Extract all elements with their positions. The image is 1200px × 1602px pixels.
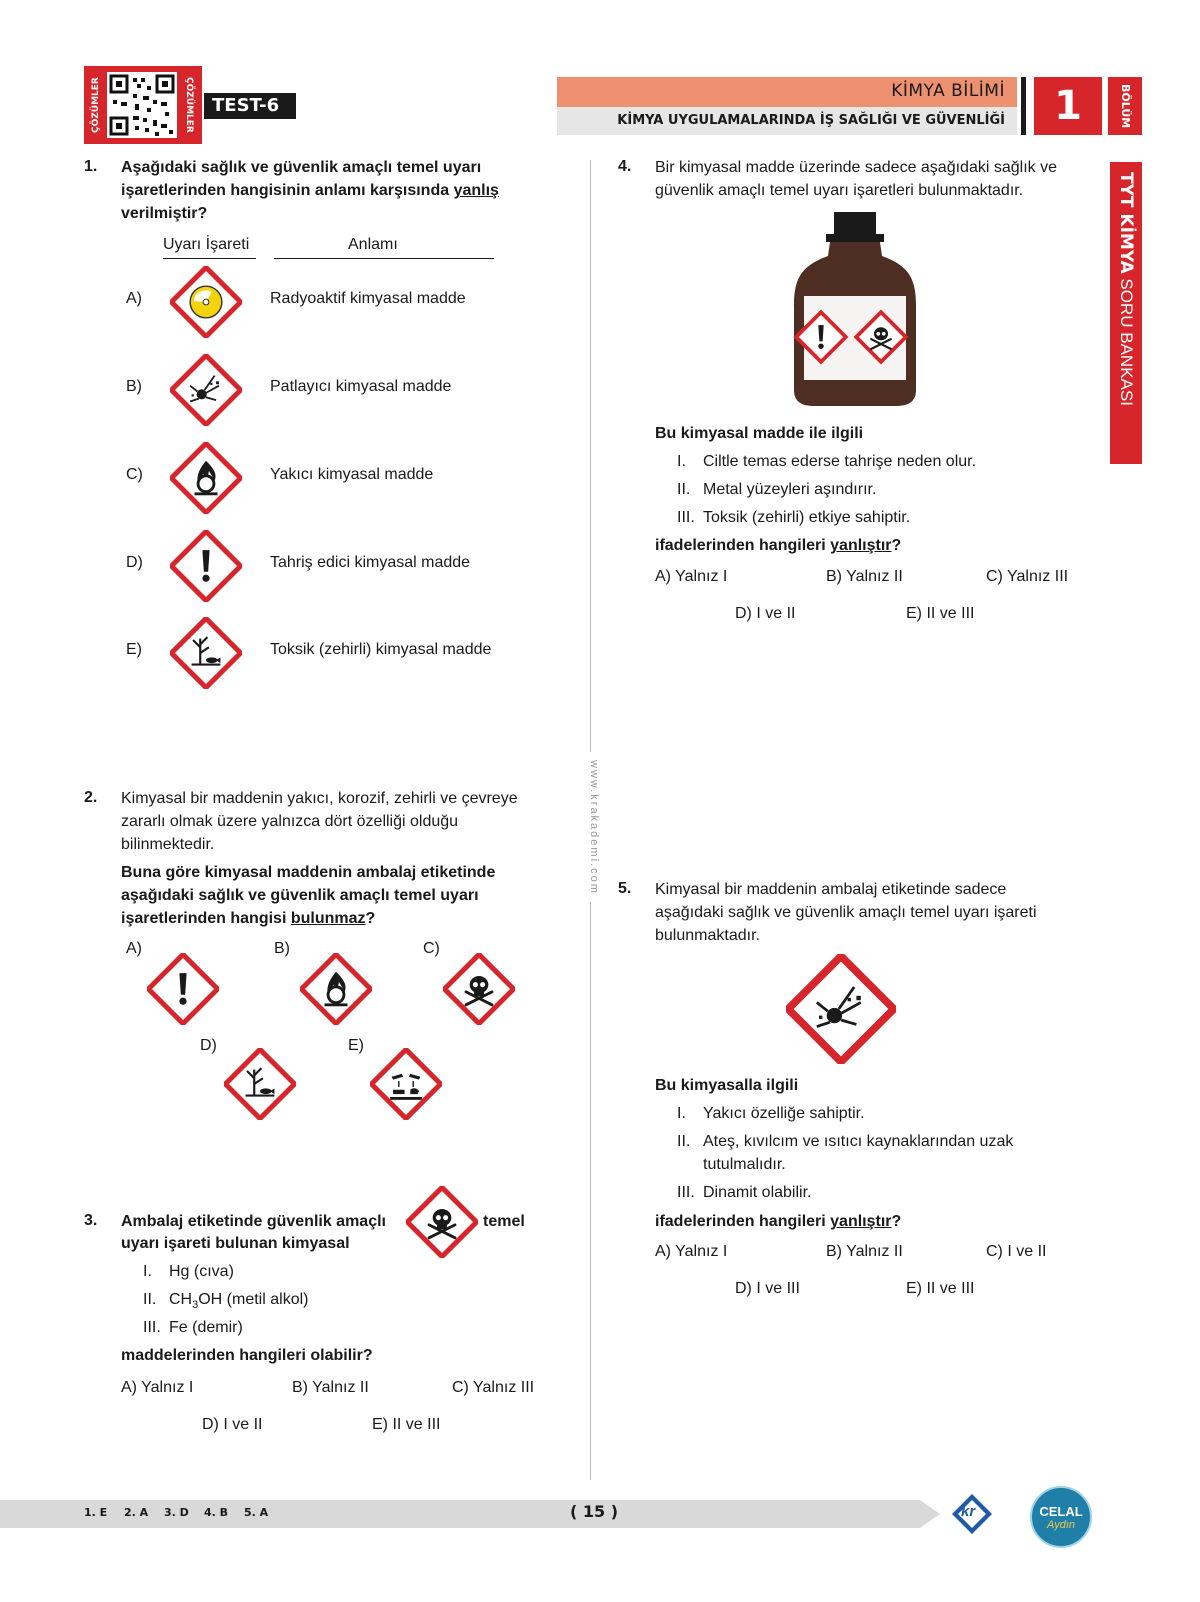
side-tab-bold: TYT KİMYA (1116, 172, 1136, 274)
q2-option-d-label[interactable]: D) (200, 1037, 217, 1054)
section-number-box (1034, 77, 1102, 135)
q1-row-label: C) (126, 466, 143, 483)
side-tab-rest: SORU BANKASI (1117, 273, 1136, 406)
q3-question: maddelerinden hangileri olabilir? (121, 1347, 373, 1364)
exclamation-icon (147, 953, 219, 1025)
q5-item-1: I. Yakıcı özelliğe sahiptir. (677, 1105, 865, 1122)
environment-icon (170, 617, 242, 689)
q1-row-meaning: Tahriş edici kimyasal madde (270, 554, 471, 571)
environment-icon (224, 1048, 296, 1120)
q4-stem: Bir kimyasal madde üzerinde sadece aşağıdaki sağlık ve güvenlik amaçlı temel uyarı işaretleri bulunmaktadır. (655, 159, 1057, 199)
q3-item-1: I. Hg (cıva) (143, 1263, 234, 1280)
page-number: ( 15 ) (570, 1502, 619, 1521)
celal-logo (1030, 1486, 1092, 1548)
answer-1: 1. E (84, 1506, 108, 1519)
q2-question: Buna göre kimyasal maddenin ambalaj etiketinde aşağıdaki sağlık ve güvenlik amaçlı temel uyarı işaretlerinden hangisi bulunmaz? (121, 864, 496, 927)
q4-item-3: III. Toksik (zehirli) etkiye sahiptir. (677, 509, 911, 526)
explosive-icon (170, 354, 242, 426)
section-number: 1 (1054, 83, 1082, 129)
q3-option-a[interactable]: A) Yalnız I (121, 1379, 194, 1396)
q1-row-label: B) (126, 378, 142, 395)
header-divider (1021, 77, 1026, 135)
q3-stem-a: Ambalaj etiketinde güvenlik amaçlı (121, 1213, 386, 1230)
q2-stem: Kimyasal bir maddenin yakıcı, korozif, zehirli ve çevreye zararlı olmak üzere yalnızca dört özelliği olduğu bilinmektedir. (121, 790, 518, 853)
q5-option-c[interactable]: C) I ve II (986, 1243, 1047, 1260)
topic-title: KİMYA UYGULAMALARINDA İŞ SAĞLIĞI VE GÜVENLİĞİ (617, 113, 1005, 128)
q4-option-b[interactable]: B) Yalnız II (826, 568, 903, 585)
q1-col-sign-line (163, 258, 256, 259)
radioactive-icon (170, 266, 242, 338)
q1-col-sign: Uyarı İşareti (163, 236, 250, 253)
q1-col-meaning-line (274, 258, 494, 259)
q1-row-meaning: Radyoaktif kimyasal madde (270, 290, 466, 307)
q5-option-e[interactable]: E) II ve III (906, 1280, 975, 1297)
celal-logo-text: CELAL (1039, 1504, 1083, 1519)
q5-option-d[interactable]: D) I ve III (735, 1280, 800, 1297)
exclamation-icon (170, 530, 242, 602)
q1-stem: Aşağıdaki sağlık ve güvenlik amaçlı temel uyarı işaretlerinden hangisinin anlamı karşısında yanlış verilmiştir? (121, 159, 499, 222)
q3-option-b[interactable]: B) Yalnız II (292, 1379, 369, 1396)
skull-icon (406, 1186, 478, 1258)
explosive-icon (786, 954, 896, 1064)
q3-stem-b: temel (483, 1213, 525, 1230)
q4-number: 4. (618, 158, 632, 175)
q4-item-2: II. Metal yüzeyleri aşındırır. (677, 481, 877, 498)
q1-row-meaning: Yakıcı kimyasal madde (270, 466, 434, 483)
q5-item-3: III. Dinamit olabilir. (677, 1184, 812, 1201)
q5-lead: Bu kimyasalla ilgili (655, 1077, 799, 1094)
oxidizer-icon (300, 953, 372, 1025)
q5-option-a[interactable]: A) Yalnız I (655, 1243, 728, 1260)
q2-option-a-label[interactable]: A) (126, 940, 142, 957)
q3-number: 3. (84, 1212, 98, 1229)
q1-row-meaning: Toksik (zehirli) kimyasal madde (270, 641, 492, 658)
topic-bar (557, 107, 1017, 135)
q5-number: 5. (618, 880, 632, 897)
q5-item-2: II. Ateş, kıvılcım ve ısıtıcı kaynaklarından uzak tutulmalıdır. (677, 1133, 1014, 1173)
q1-number: 1. (84, 158, 98, 175)
q5-option-b[interactable]: B) Yalnız II (826, 1243, 903, 1260)
q3-option-e[interactable]: E) II ve III (372, 1416, 441, 1433)
answer-4: 4. B (204, 1506, 229, 1519)
q5-question: ifadelerinden hangileri yanlıştır? (655, 1213, 902, 1230)
q1-row-meaning: Patlayıcı kimyasal madde (270, 378, 452, 395)
qr-code[interactable] (107, 72, 177, 138)
q3-item-2: II. $CH_3OH$ (metil alkol) (143, 1291, 309, 1312)
cozumler-label-right: ÇÖZÜMLER (179, 69, 199, 141)
subject-title: KİMYA BİLİMİ (891, 81, 1005, 101)
skull-icon (443, 953, 515, 1025)
q2-option-c-label[interactable]: C) (423, 940, 440, 957)
q1-row-label: E) (126, 641, 142, 658)
q1-row-label: D) (126, 554, 143, 571)
q4-option-d[interactable]: D) I ve II (735, 605, 796, 622)
q2-option-e-label[interactable]: E) (348, 1037, 364, 1054)
qr-block (84, 66, 202, 144)
q3-item-3: III. Fe (demir) (143, 1319, 243, 1336)
q4-option-a[interactable]: A) Yalnız I (655, 568, 728, 585)
q5-stem: Kimyasal bir maddenin ambalaj etiketinde sadece aşağıdaki sağlık ve güvenlik amaçlı temel uyarı işareti bulunmaktadır. (655, 881, 1037, 944)
q2-option-b-label[interactable]: B) (274, 940, 290, 957)
cozumler-label-left: ÇÖZÜMLER (87, 69, 105, 141)
answer-5: 5. A (244, 1506, 269, 1519)
kr-logo-text: kr (961, 1503, 976, 1520)
q1-row-label: A) (126, 290, 142, 307)
q2-number: 2. (84, 789, 98, 806)
q1-col-meaning: Anlamı (348, 236, 398, 253)
section-label: BÖLÜM (1108, 77, 1142, 135)
chemical-bottle-icon (790, 210, 920, 410)
corrosive-icon (370, 1048, 442, 1120)
answer-3: 3. D (164, 1506, 189, 1519)
q4-option-e[interactable]: E) II ve III (906, 605, 975, 622)
side-tab (1110, 162, 1142, 464)
celal-logo-sub: Aydın (1046, 1519, 1076, 1531)
test-label: TEST-6 (204, 93, 296, 119)
q3-option-c[interactable]: C) Yalnız III (452, 1379, 535, 1396)
q4-lead: Bu kimyasal madde ile ilgili (655, 425, 864, 442)
q4-item-1: I. Ciltle temas ederse tahrişe neden olur. (677, 453, 977, 470)
q4-option-c[interactable]: C) Yalnız III (986, 568, 1069, 585)
kr-logo (950, 1492, 994, 1536)
watermark: www.krakademi.com (580, 752, 600, 902)
subject-bar (557, 77, 1017, 107)
q3-option-d[interactable]: D) I ve II (202, 1416, 263, 1433)
answer-2: 2. A (124, 1506, 149, 1519)
q4-question: ifadelerinden hangileri yanlıştır? (655, 537, 902, 554)
q3-stem-c: uyarı işareti bulunan kimyasal (121, 1235, 350, 1252)
oxidizer-icon (170, 442, 242, 514)
answer-key (84, 1506, 284, 1519)
